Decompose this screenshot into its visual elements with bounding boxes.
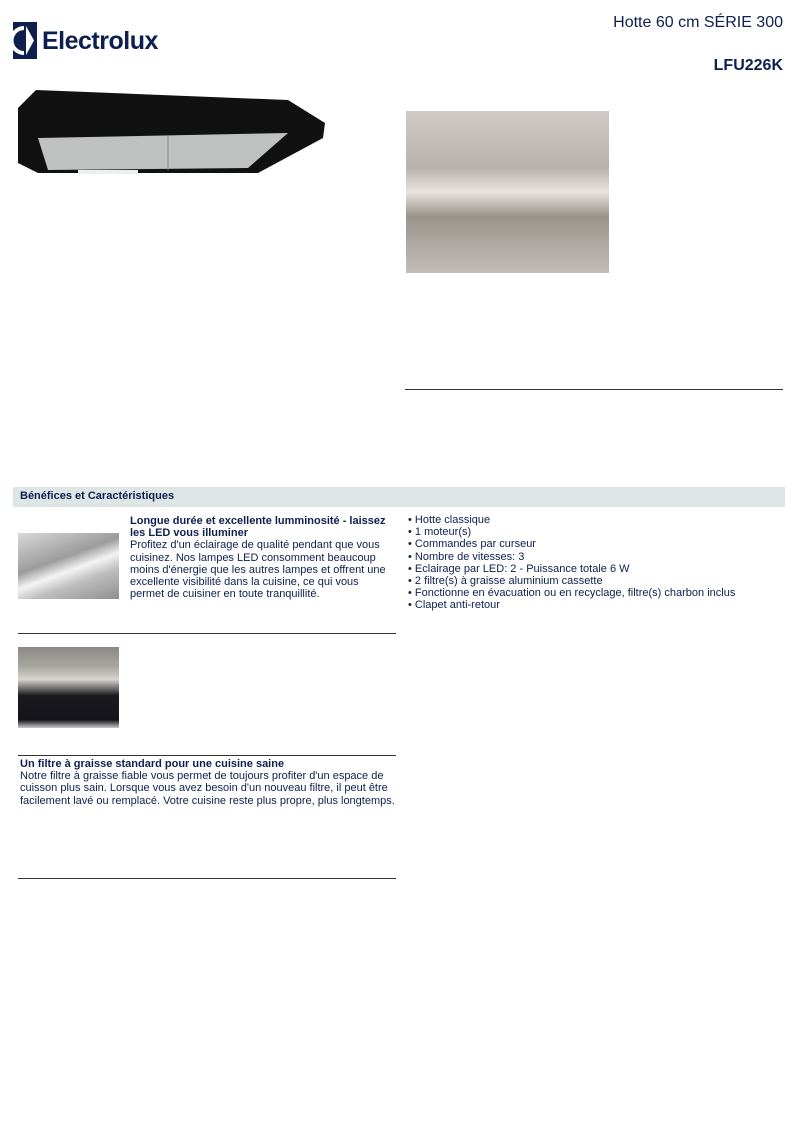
divider — [18, 878, 396, 879]
spec-item: • Nombre de vitesses: 3 — [408, 551, 735, 563]
spec-item: • Hotte classique — [408, 514, 735, 526]
feature-body: Notre filtre à graisse fiable vous permet de toujours profiter d'un espace de cuisson plus sain. Lorsque vous avez besoin d'un nouveau filtre, il peut être facilement lavé ou remplacé. Votre cuisine reste plus propre, plus longtemps. — [20, 770, 395, 807]
feature-title: Un filtre à graisse standard pour une cuisine saine — [20, 758, 285, 770]
divider — [405, 389, 783, 390]
feature-image-led — [18, 533, 119, 599]
product-image-controls — [406, 111, 609, 273]
spec-item: • Eclairage par LED: 2 - Puissance totale 6 W — [408, 563, 735, 575]
spec-item: • Commandes par curseur — [408, 538, 735, 550]
divider — [18, 633, 396, 634]
brand-logo-text: Electrolux — [42, 27, 158, 55]
spec-item: • 1 moteur(s) — [408, 526, 735, 538]
divider — [18, 755, 396, 756]
feature-led — [130, 515, 395, 600]
document-title: Hotte 60 cm SÉRIE 300 — [613, 14, 783, 31]
product-image-hood — [18, 88, 325, 176]
spec-item: • Fonctionne en évacuation ou en recyclage, filtre(s) charbon inclus — [408, 587, 735, 599]
feature-filter — [20, 758, 395, 807]
spec-item: • Clapet anti-retour — [408, 599, 735, 611]
spec-item: • 2 filtre(s) à graisse aluminium cassette — [408, 575, 735, 587]
feature-title: Longue durée et excellente lumminosité - laissez les LED vous illuminer — [130, 515, 386, 540]
section-title: Bénéfices et Caractéristiques — [20, 490, 175, 502]
feature-image-filter — [18, 647, 119, 728]
section-header — [13, 487, 785, 507]
model-number: LFU226K — [713, 57, 783, 74]
electrolux-logo-icon — [13, 22, 37, 59]
feature-body: Profitez d'un éclairage de qualité pendant que vous cuisinez. Nos lampes LED consomment beaucoup moins d'énergie que les autres lampes et offrent une excellente visibilité dans la cuisine, ce qui vous permet de cuisiner en toute tranquillité. — [130, 539, 386, 601]
spec-list — [408, 514, 735, 612]
